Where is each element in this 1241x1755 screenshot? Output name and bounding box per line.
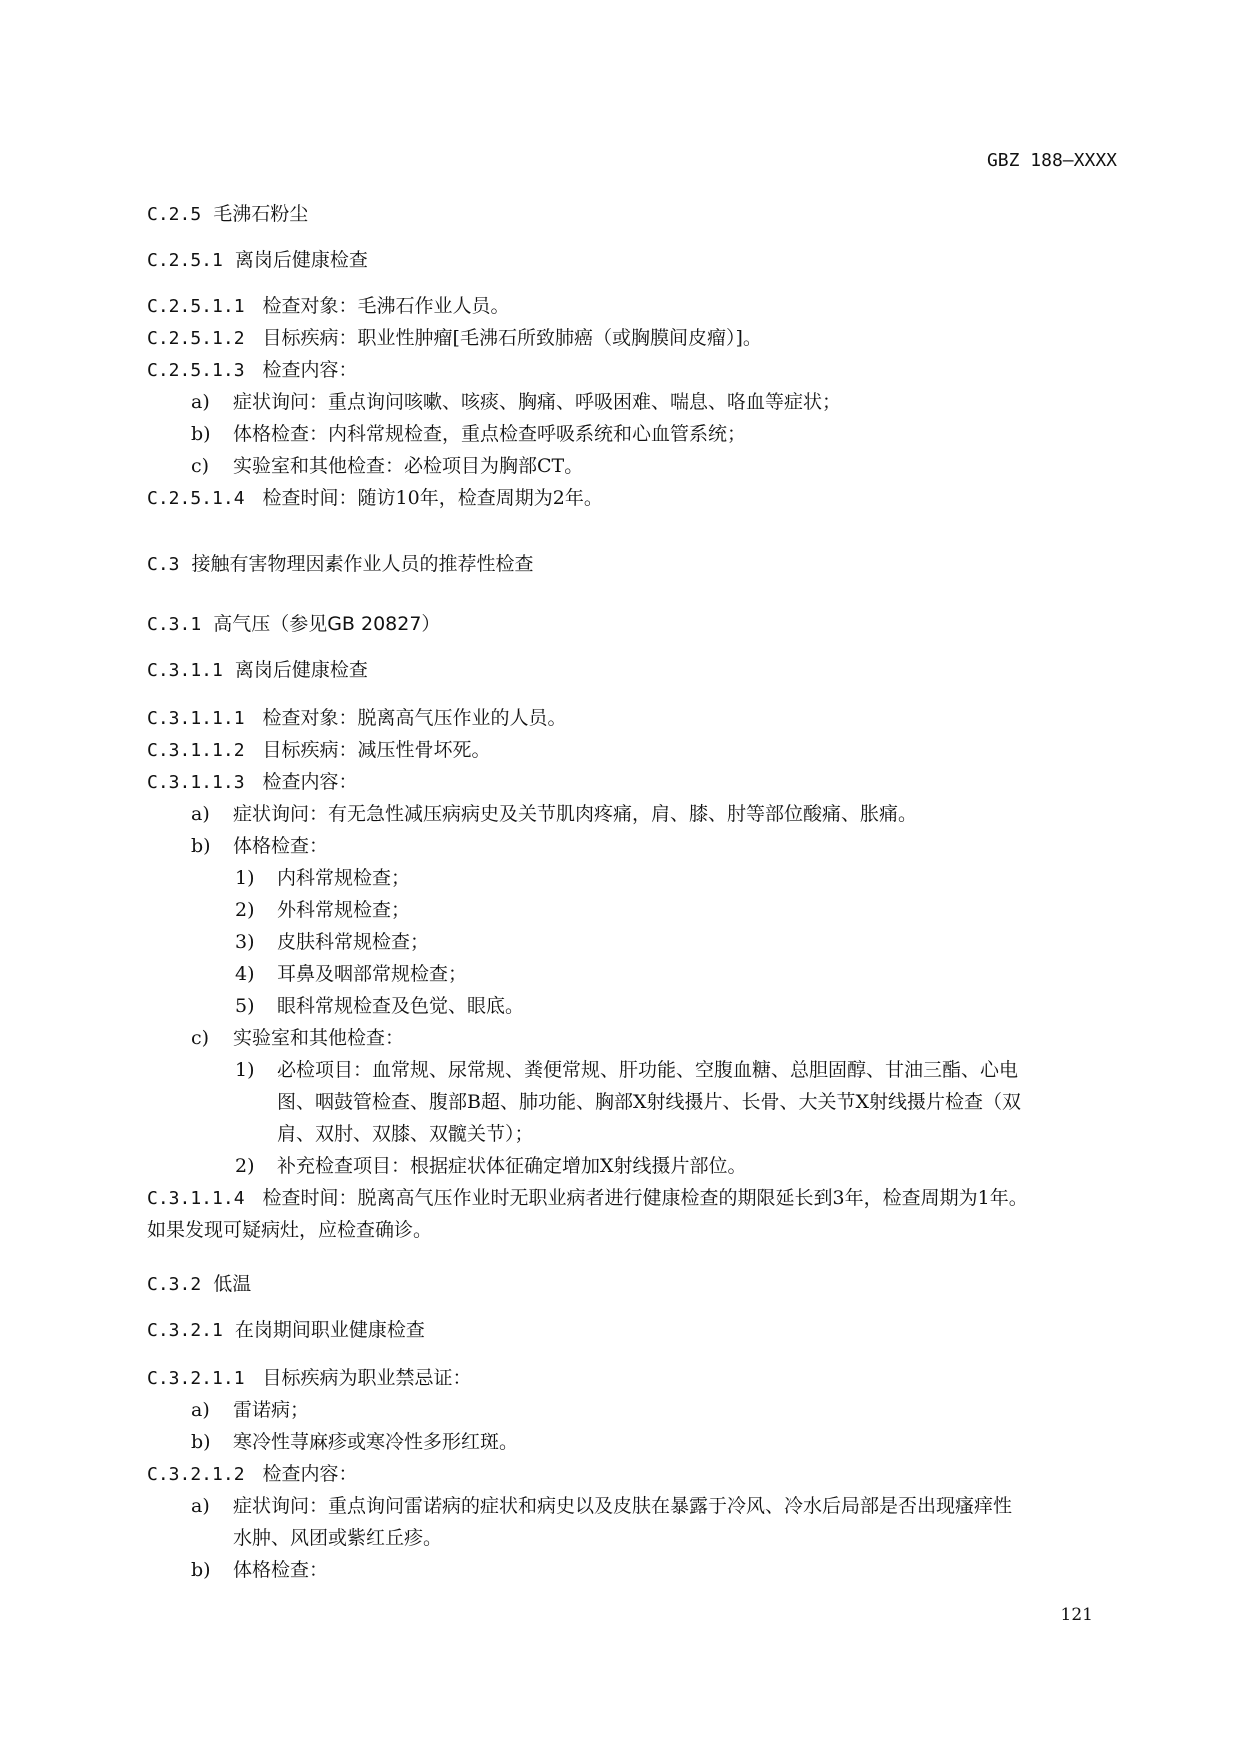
clause-number: C.2.5.1.3 [147, 360, 245, 381]
clause-number: C.3.2.1.2 [147, 1464, 245, 1485]
clause-text: 检查内容： [262, 771, 358, 793]
list-item [147, 1490, 1012, 1522]
continuation-line [147, 1522, 442, 1554]
document-code: GBZ 188—XXXX [986, 150, 1117, 171]
clause-line [147, 1182, 1028, 1214]
clause-text: 检查内容： [262, 1463, 358, 1485]
clause-number: C.3.1.1 [147, 660, 223, 681]
list-marker: 2) [235, 1155, 255, 1177]
clause-number: C.3.1 [147, 614, 202, 635]
clause-line [147, 702, 567, 734]
list-marker: a) [191, 1399, 210, 1421]
clause-text: 离岗后健康检查 [234, 249, 368, 271]
list-item-text: 实验室和其他检查： [233, 1027, 405, 1049]
sub-list-item [147, 1054, 1018, 1086]
clause-number: C.2.5 [147, 204, 202, 225]
sub-list-item [147, 862, 410, 894]
page-number: 121 [1060, 1605, 1093, 1625]
list-item [147, 450, 583, 482]
section-heading [147, 1268, 251, 1300]
line-text: 如果发现可疑病灶，应检查确诊。 [147, 1219, 433, 1241]
section-heading [147, 608, 440, 640]
list-marker: 5) [235, 995, 255, 1017]
section-heading [147, 654, 368, 686]
list-marker: 1) [235, 867, 255, 889]
list-item-text: 眼科常规检查及色觉、眼底。 [277, 995, 525, 1017]
clause-number: C.2.5.1.2 [147, 328, 245, 349]
clause-text: 在岗期间职业健康检查 [234, 1319, 425, 1341]
list-item [147, 798, 917, 830]
clause-text: 目标疾病为职业禁忌证： [262, 1367, 472, 1389]
clause-text: 离岗后健康检查 [234, 659, 368, 681]
list-item-text: 外科常规检查； [277, 899, 411, 921]
list-item-text: 症状询问：重点询问咳嗽、咳痰、胸痛、呼吸困难、喘息、咯血等症状； [233, 391, 842, 413]
section-heading [147, 548, 534, 580]
line-text: 图、咽鼓管检查、腹部B超、肺功能、胸部X射线摄片、长骨、大关节X射线摄片检查（双 [277, 1091, 1022, 1113]
list-marker: a) [191, 803, 210, 825]
clause-line [147, 354, 358, 386]
paragraph-line [147, 1214, 432, 1246]
clause-text: 目标疾病：职业性肿瘤[毛沸石所致肺癌（或胸膜间皮瘤）]。 [262, 327, 762, 349]
list-marker: 3) [235, 931, 255, 953]
list-item-text: 耳鼻及咽部常规检查； [277, 963, 468, 985]
clause-text: 低温 [213, 1273, 252, 1295]
clause-number: C.2.5.1 [147, 250, 223, 271]
list-marker: 2) [235, 899, 255, 921]
sub-list-item [147, 894, 410, 926]
clause-text: 高气压（参见GB 20827） [213, 613, 441, 635]
clause-text: 检查时间：脱离高气压作业时无职业病者进行健康检查的期限延长到3年，检查周期为1年。 [262, 1187, 1028, 1209]
clause-line [147, 1362, 472, 1394]
list-item-text: 雷诺病； [233, 1399, 310, 1421]
list-marker: c) [191, 455, 210, 477]
list-marker: c) [191, 1027, 210, 1049]
list-item-text: 必检项目：血常规、尿常规、粪便常规、肝功能、空腹血糖、总胆固醇、甘油三酯、心电 [277, 1059, 1019, 1081]
continuation-line [147, 1118, 534, 1150]
section-heading [147, 244, 368, 276]
clause-text: 检查对象：脱离高气压作业的人员。 [262, 707, 567, 729]
clause-number: C.3.2 [147, 1274, 202, 1295]
clause-text: 检查时间：随访10年，检查周期为2年。 [262, 487, 603, 509]
list-item [147, 830, 328, 862]
clause-number: C.3.2.1 [147, 1320, 223, 1341]
list-item-text: 体格检查： [233, 835, 329, 857]
list-item-text: 症状询问：有无急性减压病病史及关节肌肉疼痛，肩、膝、肘等部位酸痛、胀痛。 [233, 803, 918, 825]
list-marker: a) [191, 391, 210, 413]
list-item [147, 1554, 328, 1586]
clause-number: C.3.1.1.2 [147, 740, 245, 761]
section-heading [147, 198, 308, 230]
list-item-text: 实验室和其他检查：必检项目为胸部CT。 [233, 455, 584, 477]
sub-list-item [147, 958, 467, 990]
list-item [147, 418, 746, 450]
clause-line [147, 1458, 358, 1490]
list-item-text: 体格检查：内科常规检查，重点检查呼吸系统和心血管系统； [233, 423, 747, 445]
list-marker: b) [191, 835, 211, 857]
list-marker: 1) [235, 1059, 255, 1081]
list-marker: b) [191, 1431, 211, 1453]
clause-number: C.3.1.1.1 [147, 708, 245, 729]
list-item-text: 症状询问：重点询问雷诺病的症状和病史以及皮肤在暴露于冷风、冷水后局部是否出现瘙痒性 [233, 1495, 1013, 1517]
list-marker: b) [191, 423, 211, 445]
sub-list-item [147, 1150, 747, 1182]
sub-list-item [147, 926, 429, 958]
list-item-text: 寒冷性荨麻疹或寒冷性多形红斑。 [233, 1431, 519, 1453]
clause-number: C.2.5.1.1 [147, 296, 245, 317]
list-item [147, 1394, 309, 1426]
list-item-text: 补充检查项目：根据症状体征确定增加X射线摄片部位。 [277, 1155, 747, 1177]
list-marker: 4) [235, 963, 255, 985]
list-item-text: 皮肤科常规检查； [277, 931, 430, 953]
list-marker: b) [191, 1559, 211, 1581]
list-marker: a) [191, 1495, 210, 1517]
clause-number: C.2.5.1.4 [147, 488, 245, 509]
clause-line [147, 322, 762, 354]
clause-number: C.3.1.1.3 [147, 772, 245, 793]
clause-number: C.3.1.1.4 [147, 1188, 245, 1209]
clause-text: 接触有害物理因素作业人员的推荐性检查 [191, 553, 534, 575]
line-text: 肩、双肘、双膝、双髋关节）； [277, 1123, 534, 1145]
clause-line [147, 766, 358, 798]
clause-text: 检查对象：毛沸石作业人员。 [262, 295, 510, 317]
clause-line [147, 482, 603, 514]
list-item [147, 386, 841, 418]
list-item-text: 体格检查： [233, 1559, 329, 1581]
clause-number: C.3.2.1.1 [147, 1368, 245, 1389]
clause-text: 目标疾病：减压性骨坏死。 [262, 739, 491, 761]
clause-line [147, 290, 510, 322]
sub-list-item [147, 990, 524, 1022]
continuation-line [147, 1086, 1021, 1118]
list-item-text: 内科常规检查； [277, 867, 411, 889]
clause-text: 检查内容： [262, 359, 358, 381]
clause-number: C.3 [147, 554, 180, 575]
list-item [147, 1426, 518, 1458]
section-heading [147, 1314, 425, 1346]
list-item [147, 1022, 404, 1054]
clause-text: 毛沸石粉尘 [213, 203, 309, 225]
clause-line [147, 734, 491, 766]
line-text: 水肿、风团或紫红丘疹。 [233, 1527, 443, 1549]
